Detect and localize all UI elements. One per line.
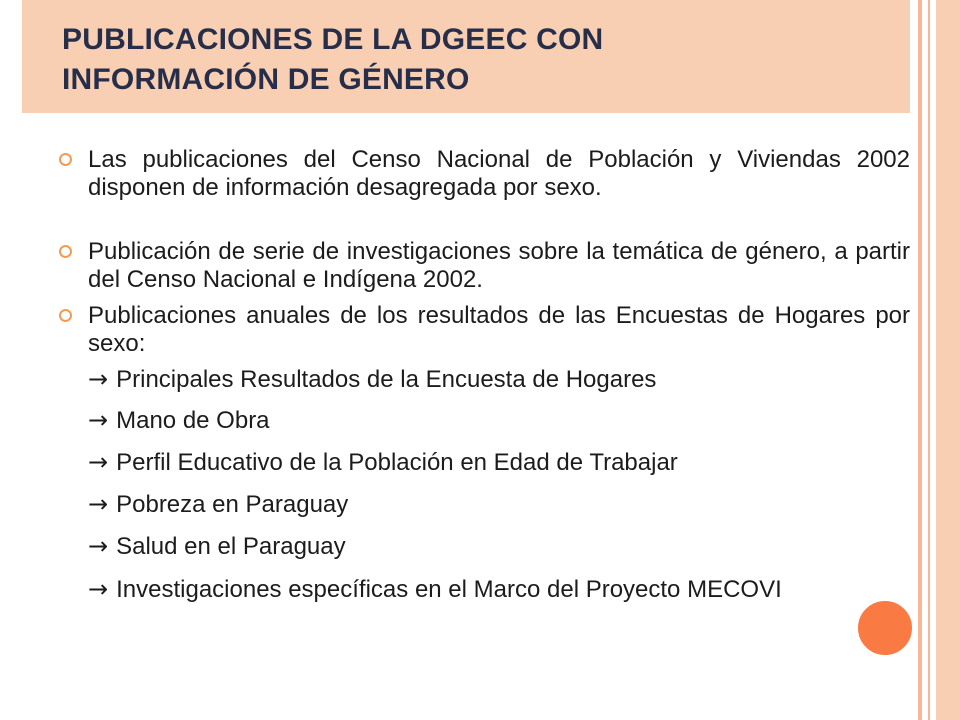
sub-item-text: Principales Resultados de la Encuesta de Hogares bbox=[116, 366, 657, 393]
sub-item-text: Pobreza en Paraguay bbox=[116, 491, 349, 518]
slide-title-line-2: INFORMACIÓN DE GÉNERO bbox=[62, 63, 470, 96]
sub-item-text: Perfil Educativo de la Población en Edad de Trabajar bbox=[116, 449, 678, 476]
bullet-text: Las publicaciones del Censo Nacional de Población y Viviendas 2002 disponen de información desagregada por sexo. bbox=[88, 146, 910, 201]
slide-title-line-1: PUBLICACIONES DE LA DGEEC CON bbox=[62, 23, 604, 56]
bullet-item bbox=[88, 302, 910, 358]
sub-item-text: Investigaciones específicas en el Marco del Proyecto MECOVI bbox=[116, 576, 782, 603]
bullet-text: Publicación de serie de investigaciones sobre la temática de género, a partir del Censo Nacional e Indígena 2002. bbox=[88, 238, 910, 293]
bullet-text: Publicaciones anuales de los resultados de las Encuestas de Hogares por sexo: bbox=[88, 302, 910, 357]
arrow-right-icon: → bbox=[88, 575, 109, 603]
bullet-ring-icon bbox=[59, 245, 72, 258]
arrow-right-icon: → bbox=[88, 532, 109, 560]
sub-item bbox=[88, 448, 910, 477]
bullet-item bbox=[88, 238, 910, 294]
sub-item bbox=[88, 575, 910, 604]
sub-item bbox=[88, 490, 910, 519]
sub-item-text: Salud en el Paraguay bbox=[116, 533, 346, 560]
sub-item bbox=[88, 532, 910, 561]
sub-item bbox=[88, 365, 910, 394]
arrow-right-icon: → bbox=[88, 406, 109, 434]
bullet-item bbox=[88, 146, 910, 202]
arrow-right-icon: → bbox=[88, 490, 109, 518]
bullet-ring-icon bbox=[59, 309, 72, 322]
arrow-right-icon: → bbox=[88, 448, 109, 476]
sub-item bbox=[88, 406, 910, 435]
arrow-right-icon: → bbox=[88, 365, 109, 393]
bullet-ring-icon bbox=[59, 153, 72, 166]
sub-item-text: Mano de Obra bbox=[116, 407, 270, 434]
